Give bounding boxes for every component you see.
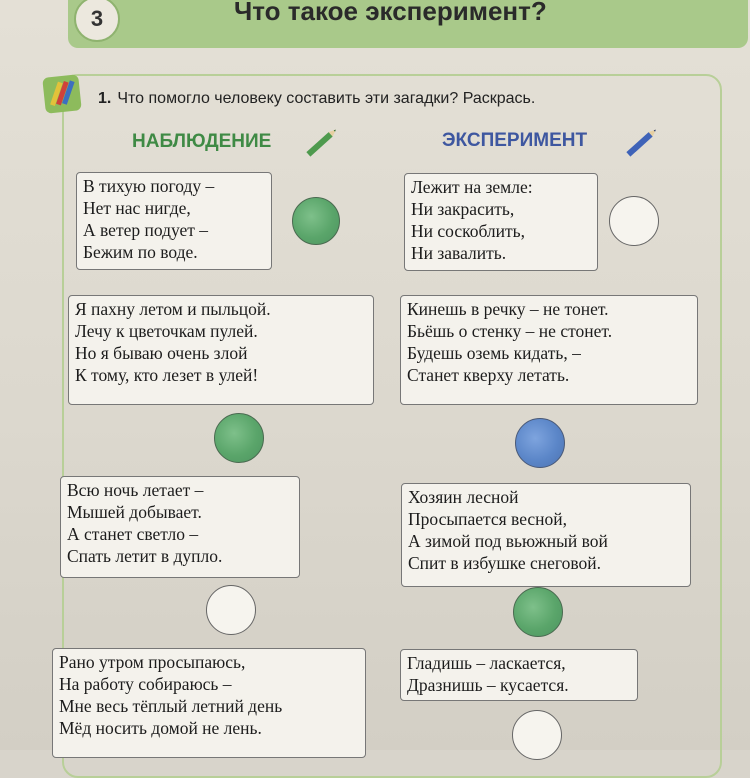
riddle-line: Спит в избушке снеговой. [408,553,602,573]
riddle-card [400,649,638,701]
riddle-line: Рано утром просыпаюсь, [59,652,246,672]
task-text: Что помогло человеку составить эти загадки? Раскрась. [117,90,536,107]
chapter-title: Что такое эксперимент? [234,0,547,26]
task-number: 1. [98,90,112,107]
answer-circle-green[interactable] [214,413,264,463]
pencils-icon [42,74,82,114]
riddle-line: А зимой под вьюжный вой [408,531,608,551]
riddle-card [404,173,598,271]
riddle-card [52,648,366,758]
riddle-card [76,172,272,270]
riddle-line: Мне весь тёплый летний день [59,696,283,716]
riddle-line: Мышей добывает. [67,502,202,522]
answer-circle-empty[interactable] [512,710,562,760]
answer-circle-empty[interactable] [206,585,256,635]
riddle-line: Лежит на земле: [411,177,533,197]
riddle-line: Но я бываю очень злой [75,343,248,363]
riddle-line: Нет нас нигде, [83,198,191,218]
riddle-line: Дразнишь – кусается. [407,675,569,695]
riddle-line: А станет светло – [67,524,199,544]
riddle-line: Будешь оземь кидать, – [407,343,581,363]
chapter-number-badge: 3 [74,0,120,42]
riddle-line: Кинешь в речку – не тонет. [407,299,609,319]
riddle-line: Я пахну летом и пыльцой. [75,299,271,319]
column-heading-experiment: ЭКСПЕРИМЕНТ [442,130,588,151]
riddle-line: Гладишь – ласкается, [407,653,566,673]
riddle-card [400,295,698,405]
riddle-card [401,483,691,587]
riddle-line: На работу собираюсь – [59,674,232,694]
riddle-line: В тихую погоду – [83,176,215,196]
answer-circle-green[interactable] [513,587,563,637]
task-instruction [98,90,535,108]
riddle-line: Хозяин лесной [408,487,519,507]
riddle-line: Бежим по воде. [83,242,198,262]
riddle-line: Мёд носить домой не лень. [59,718,262,738]
riddle-line: Лечу к цветочкам пулей. [75,321,258,341]
riddle-line: Просыпается весной, [408,509,568,529]
answer-circle-empty[interactable] [609,196,659,246]
riddle-line: А ветер подует – [83,220,209,240]
riddle-line: Станет кверху летать. [407,365,570,385]
riddle-line: Ни закрасить, [411,199,515,219]
riddle-line: Всю ночь летает – [67,480,204,500]
riddle-line: Ни соскоблить, [411,221,526,241]
riddle-line: Ни завалить. [411,243,507,263]
riddle-card [60,476,300,578]
riddle-line: Спать летит в дупло. [67,546,223,566]
column-heading-observation: НАБЛЮДЕНИЕ [132,131,272,152]
riddle-line: К тому, кто лезет в улей! [75,365,259,385]
answer-circle-green[interactable] [292,197,340,245]
riddle-line: Бьёшь о стенку – не стонет. [407,321,613,341]
blue-pencil-icon [620,124,662,162]
green-pencil-icon [300,124,342,162]
answer-circle-blue[interactable] [515,418,565,468]
riddle-card [68,295,374,405]
